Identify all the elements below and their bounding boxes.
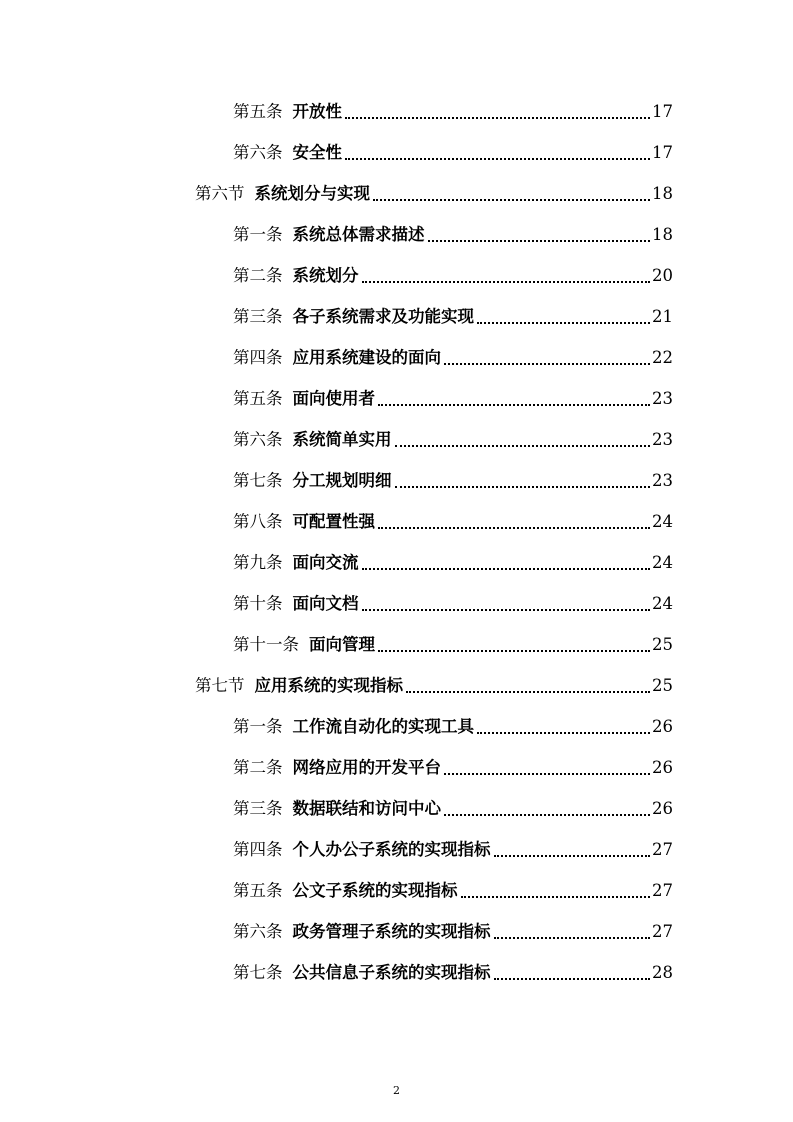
dot-leader bbox=[477, 322, 650, 324]
toc-entry-page: 20 bbox=[652, 266, 673, 285]
toc-entry-number: 第五条 bbox=[233, 881, 283, 900]
toc-entry-page: 24 bbox=[652, 512, 673, 531]
toc-entry-number: 第六条 bbox=[233, 143, 283, 162]
toc-entry-title: 面向交流 bbox=[292, 553, 359, 572]
toc-entry-number: 第一条 bbox=[233, 717, 283, 736]
toc-entry-title: 网络应用的开发平台 bbox=[292, 758, 441, 777]
dot-leader bbox=[477, 732, 650, 734]
dot-leader bbox=[362, 568, 651, 570]
toc-entry[interactable] bbox=[233, 959, 673, 983]
toc-entry-title: 公文子系统的实现指标 bbox=[292, 881, 458, 900]
dot-leader bbox=[378, 527, 650, 529]
toc-entry[interactable] bbox=[233, 139, 673, 163]
toc-entry[interactable] bbox=[233, 549, 673, 573]
toc-entry-title: 可配置性强 bbox=[292, 512, 375, 531]
toc-entry-page: 26 bbox=[652, 717, 673, 736]
toc-entry-page: 23 bbox=[652, 389, 673, 408]
toc-entry-title: 公共信息子系统的实现指标 bbox=[292, 963, 491, 982]
toc-entry-title: 政务管理子系统的实现指标 bbox=[292, 922, 491, 941]
toc-entry-title: 系统简单实用 bbox=[292, 430, 392, 449]
dot-leader bbox=[494, 937, 651, 939]
toc-entry[interactable] bbox=[233, 303, 673, 327]
toc-entry-number: 第五条 bbox=[233, 102, 283, 121]
dot-leader bbox=[428, 240, 651, 242]
toc-entry-number: 第八条 bbox=[233, 512, 283, 531]
toc-entry-page: 22 bbox=[652, 348, 673, 367]
toc-entry[interactable] bbox=[233, 918, 673, 942]
toc-entry-title: 面向管理 bbox=[309, 635, 375, 654]
toc-entry-title: 个人办公子系统的实现指标 bbox=[292, 840, 491, 859]
dot-leader bbox=[494, 978, 651, 980]
toc-entry-number: 第四条 bbox=[233, 348, 283, 367]
toc-entry-page: 18 bbox=[652, 184, 673, 203]
dot-leader bbox=[395, 486, 651, 488]
toc-entry-number: 第一条 bbox=[233, 225, 283, 244]
toc-entry[interactable] bbox=[233, 426, 673, 450]
toc-entry-title: 数据联结和访问中心 bbox=[292, 799, 441, 818]
toc-entry-page: 23 bbox=[652, 471, 673, 490]
dot-leader bbox=[494, 855, 651, 857]
toc-section-entry[interactable] bbox=[195, 180, 673, 204]
toc-entry-title: 面向文档 bbox=[292, 594, 359, 613]
toc-entry-page: 27 bbox=[652, 840, 673, 859]
toc-entry-page: 17 bbox=[652, 143, 673, 162]
toc-entry-title: 系统划分与实现 bbox=[254, 184, 370, 203]
dot-leader bbox=[378, 650, 650, 652]
dot-leader bbox=[406, 691, 650, 693]
toc-entry-page: 26 bbox=[652, 799, 673, 818]
toc-entry-number: 第二条 bbox=[233, 266, 283, 285]
toc-entry-title: 安全性 bbox=[292, 143, 342, 162]
toc-entry[interactable] bbox=[233, 713, 673, 737]
dot-leader bbox=[362, 609, 651, 611]
toc-entry-page: 27 bbox=[652, 881, 673, 900]
dot-leader bbox=[345, 158, 650, 160]
toc-entry-page: 21 bbox=[652, 307, 673, 326]
toc-entry-number: 第十条 bbox=[233, 594, 283, 613]
toc-entry-number: 第七节 bbox=[195, 676, 245, 695]
toc-entry[interactable] bbox=[233, 508, 673, 532]
toc-entry[interactable] bbox=[233, 836, 673, 860]
toc-entry-page: 25 bbox=[652, 635, 673, 654]
toc-entry[interactable] bbox=[233, 98, 673, 122]
toc-entry[interactable] bbox=[233, 262, 673, 286]
toc-entry-page: 28 bbox=[652, 963, 673, 982]
dot-leader bbox=[444, 814, 650, 816]
dot-leader bbox=[444, 773, 650, 775]
dot-leader bbox=[362, 281, 651, 283]
toc-entry-page: 26 bbox=[652, 758, 673, 777]
toc-entry-title: 应用系统的实现指标 bbox=[254, 676, 403, 695]
toc-entry-title: 系统总体需求描述 bbox=[292, 225, 425, 244]
toc-entry-number: 第六节 bbox=[195, 184, 245, 203]
toc-entry-page: 25 bbox=[652, 676, 673, 695]
toc-entry-title: 面向使用者 bbox=[292, 389, 375, 408]
page-number: 2 bbox=[393, 1084, 400, 1097]
toc-entry-title: 各子系统需求及功能实现 bbox=[292, 307, 474, 326]
toc-entry-title: 系统划分 bbox=[292, 266, 359, 285]
toc-entry[interactable] bbox=[233, 795, 673, 819]
toc-entry[interactable] bbox=[233, 754, 673, 778]
toc-entry-number: 第四条 bbox=[233, 840, 283, 859]
toc-entry-number: 第三条 bbox=[233, 799, 283, 818]
toc-entry[interactable] bbox=[233, 221, 673, 245]
toc-entry-page: 27 bbox=[652, 922, 673, 941]
dot-leader bbox=[395, 445, 651, 447]
toc-entry-page: 18 bbox=[652, 225, 673, 244]
toc-entry-number: 第九条 bbox=[233, 553, 283, 572]
toc-entry-page: 17 bbox=[652, 102, 673, 121]
toc-entry-page: 23 bbox=[652, 430, 673, 449]
toc-entry-number: 第七条 bbox=[233, 963, 283, 982]
toc-entry-title: 应用系统建设的面向 bbox=[292, 348, 441, 367]
toc-entry-page: 24 bbox=[652, 594, 673, 613]
toc-entry-title: 开放性 bbox=[292, 102, 342, 121]
toc-entry[interactable] bbox=[233, 631, 673, 655]
dot-leader bbox=[444, 363, 650, 365]
toc-entry-number: 第六条 bbox=[233, 922, 283, 941]
toc-entry-title: 工作流自动化的实现工具 bbox=[292, 717, 474, 736]
dot-leader bbox=[378, 404, 650, 406]
toc-section-entry[interactable] bbox=[195, 672, 673, 696]
toc-entry[interactable] bbox=[233, 344, 673, 368]
toc-entry[interactable] bbox=[233, 590, 673, 614]
toc-entry[interactable] bbox=[233, 467, 673, 491]
toc-entry-number: 第六条 bbox=[233, 430, 283, 449]
dot-leader bbox=[461, 896, 651, 898]
toc-entry[interactable] bbox=[233, 877, 673, 901]
toc-entry-title: 分工规划明细 bbox=[292, 471, 392, 490]
toc-entry-number: 第二条 bbox=[233, 758, 283, 777]
toc-entry-number: 第七条 bbox=[233, 471, 283, 490]
dot-leader bbox=[373, 199, 650, 201]
toc-entry-page: 24 bbox=[652, 553, 673, 572]
dot-leader bbox=[345, 117, 650, 119]
toc-entry[interactable] bbox=[233, 385, 673, 409]
toc-entry-number: 第十一条 bbox=[233, 635, 299, 654]
toc-entry-number: 第五条 bbox=[233, 389, 283, 408]
toc-entry-number: 第三条 bbox=[233, 307, 283, 326]
